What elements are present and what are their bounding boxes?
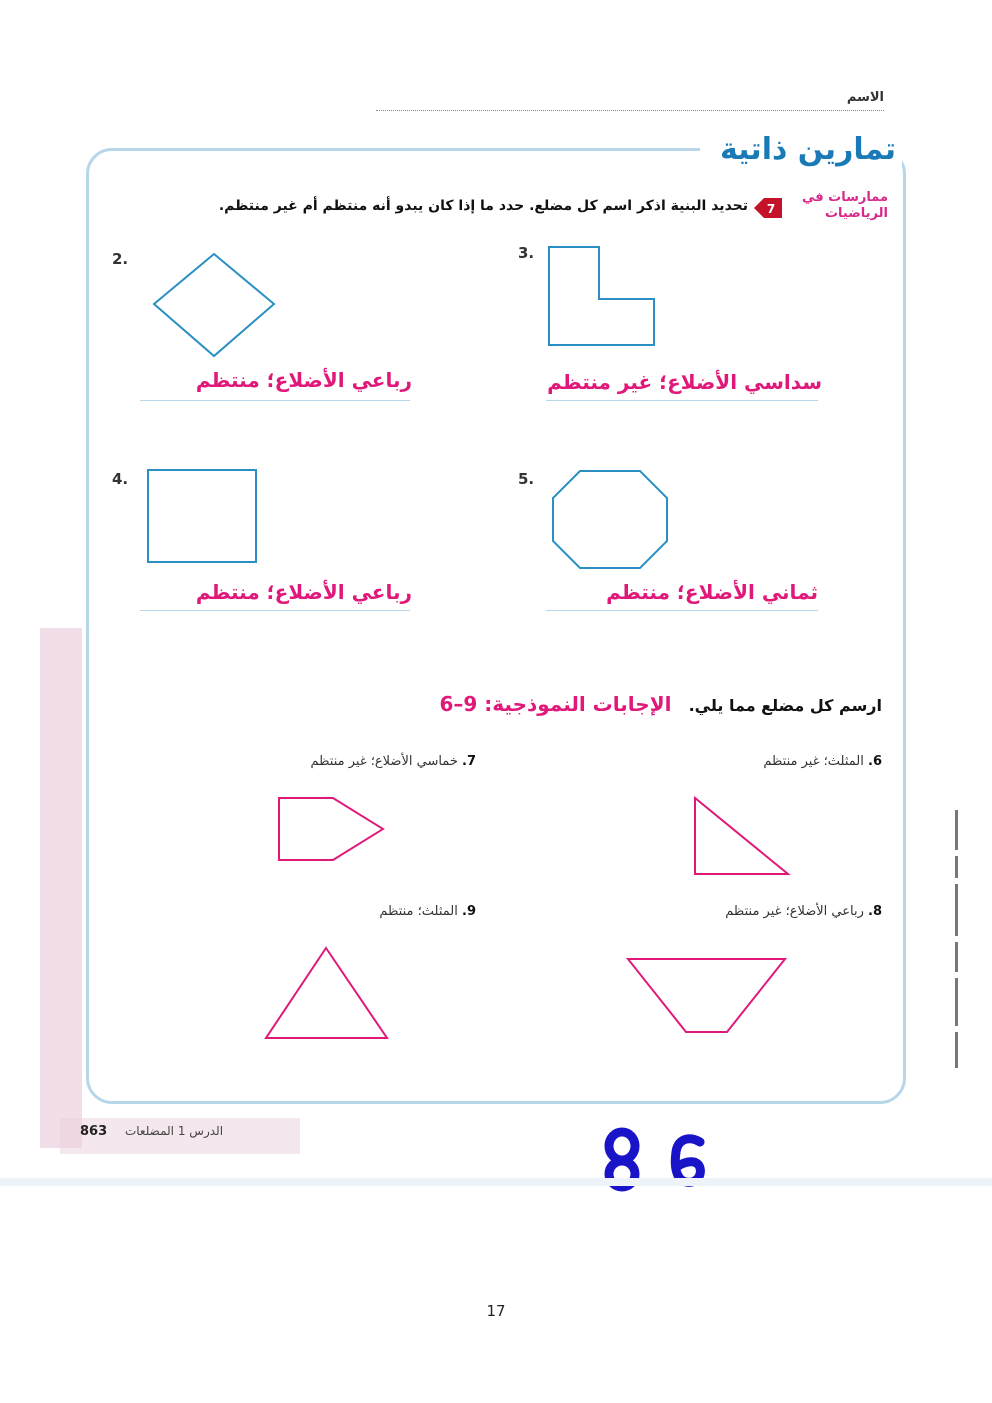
l-hexagon-shape: [546, 244, 658, 348]
item-number: 2.: [112, 250, 129, 268]
item-number: 9.: [462, 904, 476, 919]
item-number: 6.: [868, 754, 882, 769]
page-footer: [80, 1124, 320, 1139]
practice-badge-icon: [752, 196, 784, 220]
answer-line: [140, 400, 410, 401]
draw-item-7: [230, 754, 476, 769]
page-edge-shadow: [40, 628, 82, 1148]
right-triangle-shape: [690, 794, 794, 880]
footer-lesson: الدرس 1 المضلعات: [124, 1124, 224, 1138]
item-number: 8.: [868, 904, 882, 919]
scan-edge-band: [0, 1178, 992, 1186]
section-title: تمارين ذاتية: [700, 132, 902, 167]
sample-answers-label: الإجابات النموذجية: 9–6: [439, 692, 672, 716]
item-text: المثلث؛ غير منتظم: [763, 754, 864, 769]
octagon-shape: [550, 468, 670, 572]
item-text: رباعي الأضلاع؛ غير منتظم: [725, 904, 864, 919]
rhombus-shape: [150, 250, 278, 362]
practice-label: ممارسات في الرياضيات: [801, 190, 888, 221]
triangle-shape: [262, 944, 392, 1044]
pentagon-shape: [276, 794, 388, 864]
answer-line: [546, 610, 818, 611]
name-line: [376, 110, 884, 111]
item-text: خماسي الأضلاع؛ غير منتظم: [310, 754, 458, 769]
trapezoid-shape: [624, 954, 790, 1038]
instruction-text: تحديد البنية اذكر اسم كل مضلع. حدد ما إذا كان يبدو أنه منتظم أم غير منتظم.: [218, 198, 748, 214]
item-number: 3.: [518, 244, 535, 262]
item-number: 4.: [112, 470, 129, 488]
badge-number: 7: [766, 202, 776, 216]
name-label: الاسم: [846, 90, 884, 105]
handwritten-score-drawing: [596, 1120, 726, 1200]
answer-line: [140, 610, 410, 611]
answer-text: سداسي الأضلاع؛ غير منتظم: [547, 370, 822, 394]
draw-instruction-text: ارسم كل مضلع مما يلي.: [688, 696, 882, 715]
item-text: المثلث؛ منتظم: [379, 904, 458, 919]
footer-page-number: 863: [80, 1124, 108, 1139]
draw-item-6: [650, 754, 882, 769]
square-shape: [146, 468, 258, 564]
draw-item-8: [620, 904, 882, 919]
draw-item-9: [290, 904, 476, 919]
answer-text: رباعي الأضلاع؛ منتظم: [195, 580, 412, 604]
item-number: 7.: [462, 754, 476, 769]
item-number: 5.: [518, 470, 535, 488]
page-number: 17: [486, 1302, 506, 1320]
copyright-strip: [950, 810, 964, 1070]
answer-line: [546, 400, 818, 401]
handwritten-score: [596, 1120, 726, 1200]
draw-instruction: [320, 692, 882, 716]
answer-text: رباعي الأضلاع؛ منتظم: [195, 368, 412, 392]
answer-text: ثماني الأضلاع؛ منتظم: [606, 580, 818, 604]
